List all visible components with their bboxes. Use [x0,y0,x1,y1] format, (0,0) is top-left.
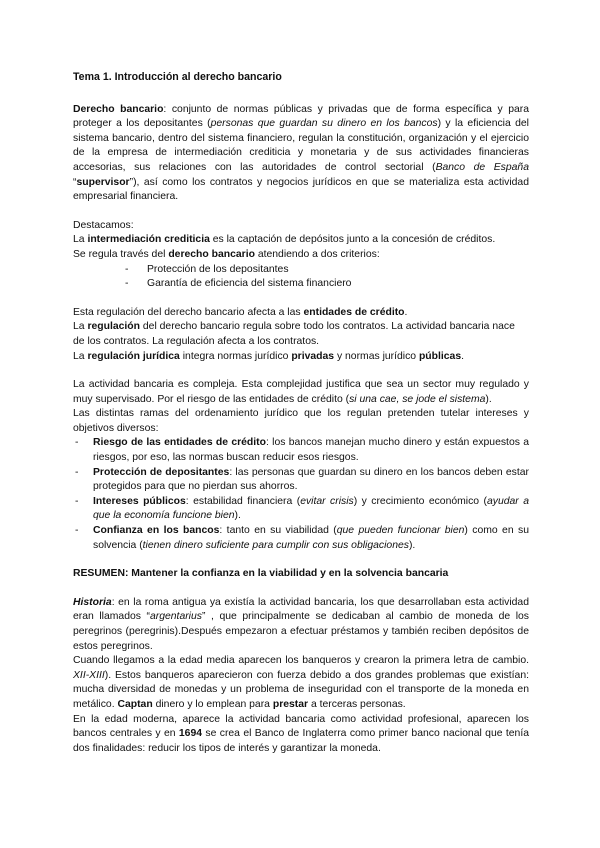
list-item: - Protección de los depositantes [73,263,529,278]
edad-media-paragraph: Cuando llegamos a la edad media aparecen los banqueros y crearon la primera letra de cambio. XII-XIII). Estos banqueros aparecieron con fuerza debido a dos grandes problemas que existían: mucha diversidad de monedas y un problema de inseguridad con el transporte de la moneda en metálico. Captan dinero y lo emplean para prestar a terceras personas. [73,655,529,710]
destacamos-label: Destacamos: [73,219,134,231]
list-item: - Protección de depositantes: las personas que guardan su dinero en los bancos deben estar protegidos para que no pierdan sus ahorros. [73,466,529,495]
list-item: - Garantía de eficiencia del sistema financiero [73,277,529,292]
list-item: - Confianza en los bancos: tanto en su viabilidad (que pueden funcionar bien) como en su solvencia (tienen dinero suficiente para cumplir con sus obligaciones). [73,524,529,553]
term-derecho-bancario: Derecho bancario [73,103,164,115]
intermediacion-line: La intermediación crediticia es la captación de depósitos junto a la concesión de créditos. [73,234,496,246]
document-page [73,70,529,756]
page-title: Tema 1. Introducción al derecho bancario [73,71,282,83]
juridica-line: La regulación jurídica integra normas jurídico privadas y normas jurídico públicas. [73,350,464,362]
afecta-line: Esta regulación del derecho bancario afecta a las entidades de crédito. [73,306,408,318]
historia-paragraph: Historia: en la roma antigua ya existía la actividad bancaria, los que desarrollaban esta actividad eran llamados “argentarius” , que principalmente se dedicaban al cambio de moneda de los peregrinos (peregrinis).Después empezaron a efectuar préstamos y también reciben depósitos de estos peregrinos. [73,596,529,652]
regulacion-paragraph: La regulación del derecho bancario regula sobre todo los contratos. La actividad bancaria nace de los contratos. La regulación afecta a los contratos. [73,321,515,347]
criterios-list [73,263,529,292]
list-item: - Riesgo de las entidades de crédito: los bancos manejan mucho dinero y están expuestos a riesgos, por eso, las normas buscan reducir esos riesgos. [73,436,529,465]
list-item: - Intereses públicos: estabilidad financiera (evitar crisis) y crecimiento económico (ayudar a que la economía funcione bien). [73,495,529,524]
compleja-paragraph: La actividad bancaria es compleja. Esta complejidad justifica que sea un sector muy regulado y muy supervisado. Por el riesgo de las entidades de crédito (si una cae, se jode el sistema). [73,379,529,405]
ramas-paragraph: Las distintas ramas del ordenamiento jurídico que los regulan pretenden tutelar intereses y objetivos diversos: [73,408,529,434]
regula-line: Se regula través del derecho bancario atendiendo a dos criterios: [73,248,380,260]
definition-paragraph: Derecho bancario: conjunto de normas públicas y privadas que de forma específica y para proteger a los depositantes (personas que guardan su dinero en los bancos) y la eficiencia del sistema bancario, dentro del sistema financiero, regulan la constitución, organización y el ejercicio de la empresa de intermediación crediticia y monetaria y de sus actividades financieras accesorias, sus relaciones con las autoridades de control sectorial (Banco de España “supervisor”), así como los contratos y negocios jurídicos en que se materializa esta actividad empresarial financiera. [73,103,529,203]
objetivos-list [73,436,529,553]
resumen-heading: RESUMEN: Mantener la confianza en la viabilidad y en la solvencia bancaria [73,568,449,580]
edad-moderna-paragraph: En la edad moderna, aparece la actividad bancaria como actividad profesional, aparecen los bancos centrales y en 1694 se crea el Banco de Inglaterra como primer banco nacional que tenía dos finalidades: reducir los tipos de interés y garantizar la moneda. [73,713,529,754]
